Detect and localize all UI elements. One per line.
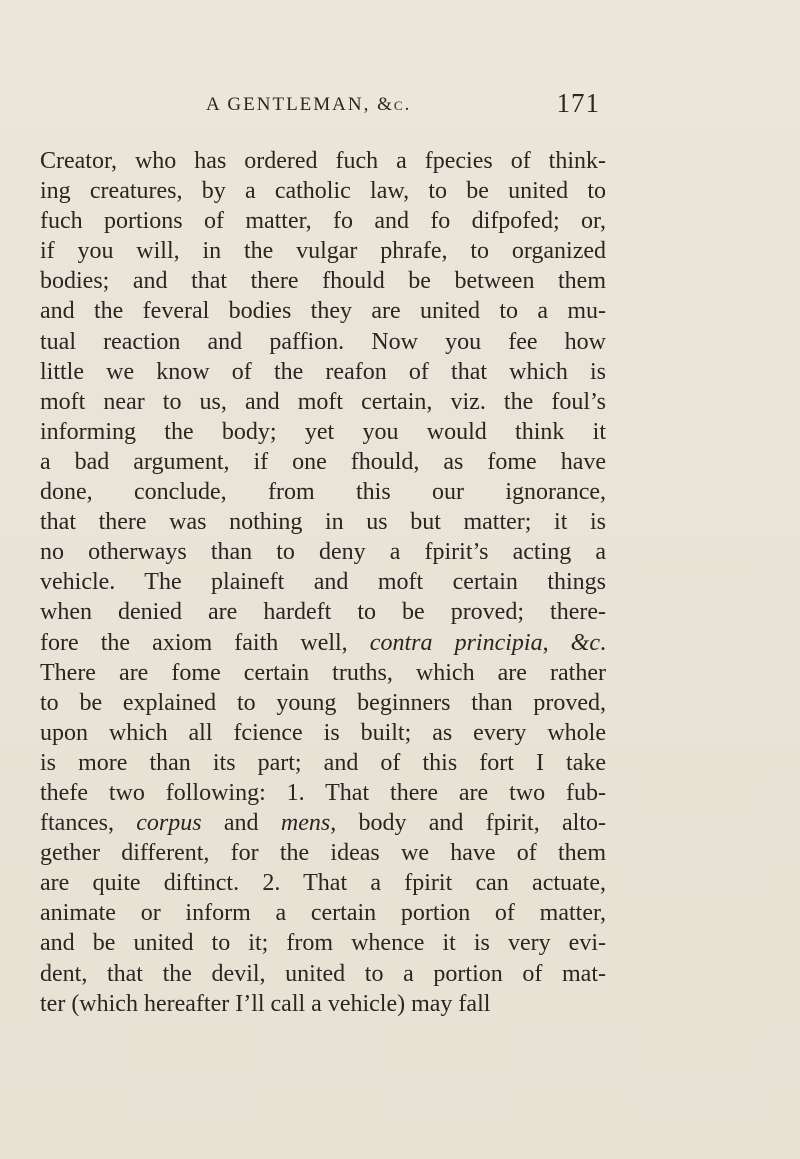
- italic-phrase: &c: [570, 629, 600, 656]
- text-segment: gether different, for the ideas we have of them: [40, 840, 606, 867]
- text-line: [40, 477, 606, 507]
- text-line: [40, 628, 606, 658]
- text-line: [40, 537, 606, 567]
- text-line: [40, 718, 606, 748]
- text-line: [40, 296, 606, 326]
- text-line: [40, 658, 606, 688]
- italic-phrase: corpus: [136, 810, 202, 837]
- text-segment: thefe two following: 1. That there are two fub-: [40, 779, 606, 806]
- text-line: [40, 387, 606, 417]
- text-segment: done, conclude, from this our ignorance,: [40, 479, 606, 506]
- text-line: [40, 898, 606, 928]
- text-line: [40, 176, 606, 206]
- text-line: [40, 327, 606, 357]
- body-text: [40, 146, 606, 1019]
- text-segment: when denied are hardeft to be proved; there-: [40, 599, 606, 626]
- text-segment: is more than its part; and of this fort I take: [40, 749, 606, 776]
- text-line: [40, 597, 606, 627]
- text-segment: fuch portions of matter, fo and fo difpofed; or,: [40, 208, 606, 235]
- text-line: [40, 778, 606, 808]
- text-segment: ing creatures, by a catholic law, to be united to: [40, 178, 606, 205]
- text-line: [40, 868, 606, 898]
- italic-phrase: mens: [280, 810, 331, 837]
- text-segment: ,: [542, 629, 571, 656]
- text-segment: moft near to us, and moft certain, viz. the foul’s: [40, 388, 606, 415]
- italic-phrase: contra principia: [369, 629, 543, 656]
- text-line: [40, 447, 606, 477]
- text-line: [40, 236, 606, 266]
- text-line: [40, 808, 606, 838]
- text-segment: tual reaction and paffion. Now you fee how: [40, 328, 606, 355]
- text-segment: , body and fpirit, alto-: [330, 810, 606, 837]
- text-line: [40, 748, 606, 778]
- text-segment: that there was nothing in us but matter; it is: [40, 509, 606, 536]
- text-line: [40, 507, 606, 537]
- text-segment: ter (which hereafter I’ll call a vehicle) may fall: [40, 990, 491, 1017]
- text-line: [40, 989, 606, 1019]
- text-line: [40, 357, 606, 387]
- running-title: A GENTLEMAN, &c.: [206, 94, 412, 115]
- text-segment: vehicle. The plaineft and moft certain things: [40, 569, 606, 596]
- text-segment: bodies; and that there fhould be between them: [40, 268, 606, 295]
- text-segment: ftances,: [40, 810, 137, 837]
- text-line: [40, 146, 606, 176]
- text-segment: upon which all fcience is built; as every whole: [40, 719, 606, 746]
- text-line: [40, 567, 606, 597]
- text-segment: animate or inform a certain portion of matter,: [40, 900, 606, 927]
- text-segment: informing the body; yet you would think it: [40, 418, 606, 445]
- running-head: [200, 88, 600, 124]
- text-segment: dent, that the devil, united to a portion of mat-: [40, 960, 606, 987]
- text-segment: Creator, who has ordered fuch a fpecies of think-: [40, 148, 606, 174]
- text-line: [40, 266, 606, 296]
- text-segment: are quite diftinct. 2. That a fpirit can actuate,: [40, 870, 606, 897]
- text-line: [40, 838, 606, 868]
- text-line: [40, 417, 606, 447]
- text-segment: .: [600, 629, 606, 656]
- text-line: [40, 206, 606, 236]
- text-line: [40, 959, 606, 989]
- text-segment: a bad argument, if one fhould, as fome have: [40, 448, 606, 475]
- text-segment: little we know of the reafon of that which is: [40, 358, 606, 385]
- text-segment: fore the axiom faith well,: [40, 629, 370, 656]
- text-line: [40, 688, 606, 718]
- text-segment: and be united to it; from whence it is very evi-: [40, 930, 606, 957]
- text-line: [40, 928, 606, 958]
- text-segment: and the feveral bodies they are united to a mu-: [40, 298, 606, 325]
- text-segment: no otherways than to deny a fpirit’s acting a: [40, 539, 606, 566]
- text-segment: and: [201, 810, 281, 837]
- text-segment: There are fome certain truths, which are rather: [40, 659, 606, 686]
- page-number: 171: [556, 88, 600, 118]
- text-segment: to be explained to young beginners than proved,: [40, 689, 606, 716]
- text-segment: if you will, in the vulgar phrafe, to organized: [40, 238, 606, 265]
